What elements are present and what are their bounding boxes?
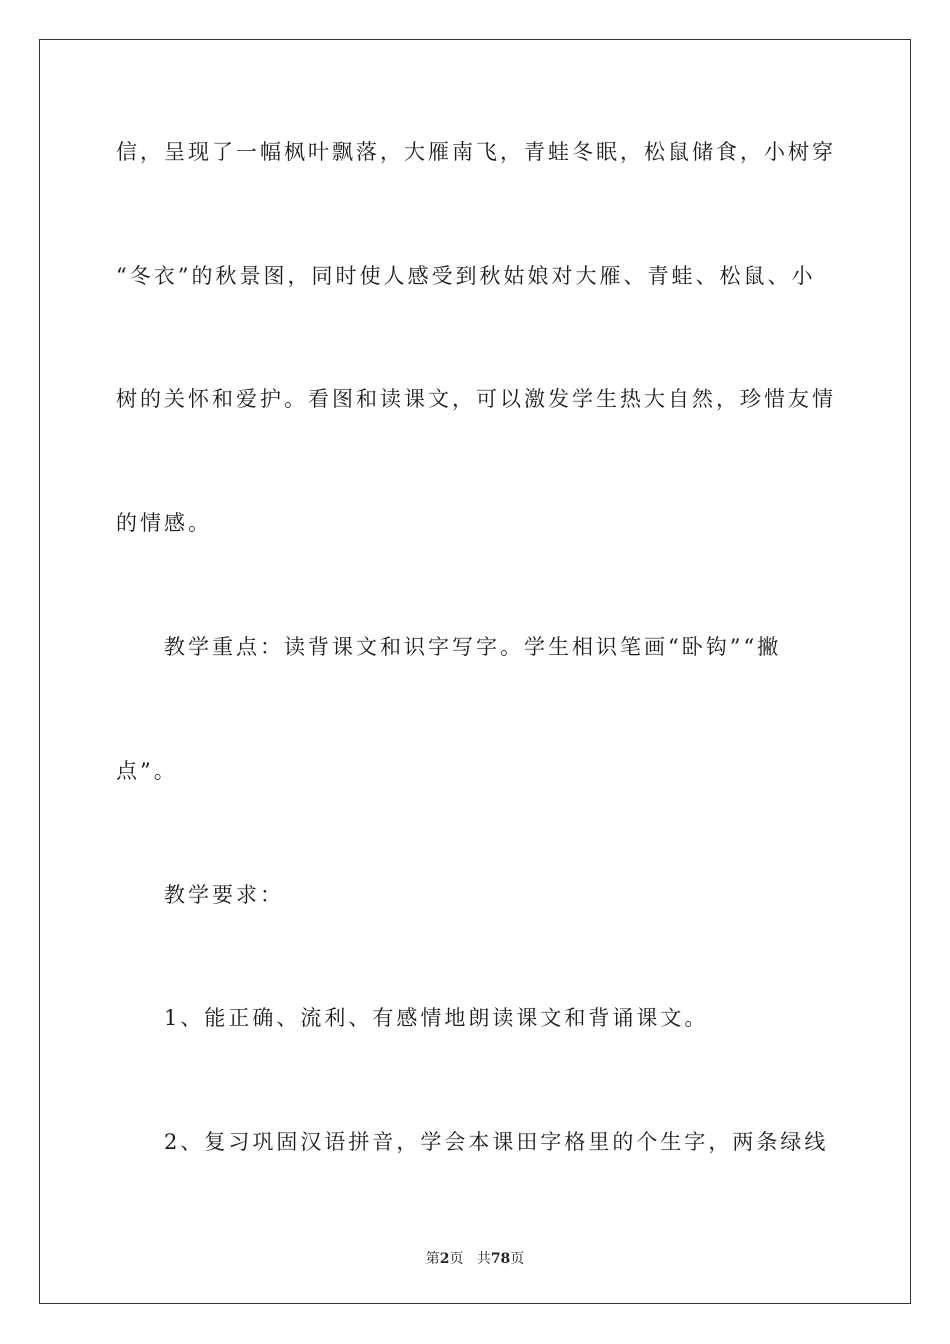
teaching-requirements-heading: 教学要求： [164, 883, 284, 907]
paragraph-line: 的情感。 [116, 511, 212, 535]
page-prefix: 第 [425, 1251, 440, 1267]
total-pages: 78 [490, 1251, 511, 1267]
requirement-item-2: 2、复习巩固汉语拼音，学会本课田字格里的个生字，两条绿线 [164, 1130, 829, 1154]
paragraph-line: 信，呈现了一幅枫叶飘落，大雁南飞，青蛙冬眠，松鼠储食，小树穿 [116, 140, 836, 164]
paragraph-line: “冬衣”的秋景图，同时使人感受到秋姑娘对大雁、青蛙、松鼠、小 [116, 264, 816, 288]
paragraph-line: 点”。 [116, 759, 178, 783]
requirement-item-1: 1、能正确、流利、有感情地朗读课文和背诵课文。 [164, 1006, 709, 1030]
page-footer [0, 1248, 950, 1268]
paragraph-line: 树的关怀和爱护。看图和读课文，可以激发学生热大自然，珍惜友情 [116, 387, 836, 411]
page-number: 2 [439, 1251, 450, 1267]
total-suffix: 页 [510, 1251, 525, 1267]
teaching-focus-line: 教学重点：读背课文和识字写字。学生相识笔画“卧钩”“撇 [164, 635, 782, 659]
page-border [39, 39, 911, 1304]
page-suffix: 页 [449, 1251, 464, 1267]
total-prefix: 共 [476, 1251, 491, 1267]
